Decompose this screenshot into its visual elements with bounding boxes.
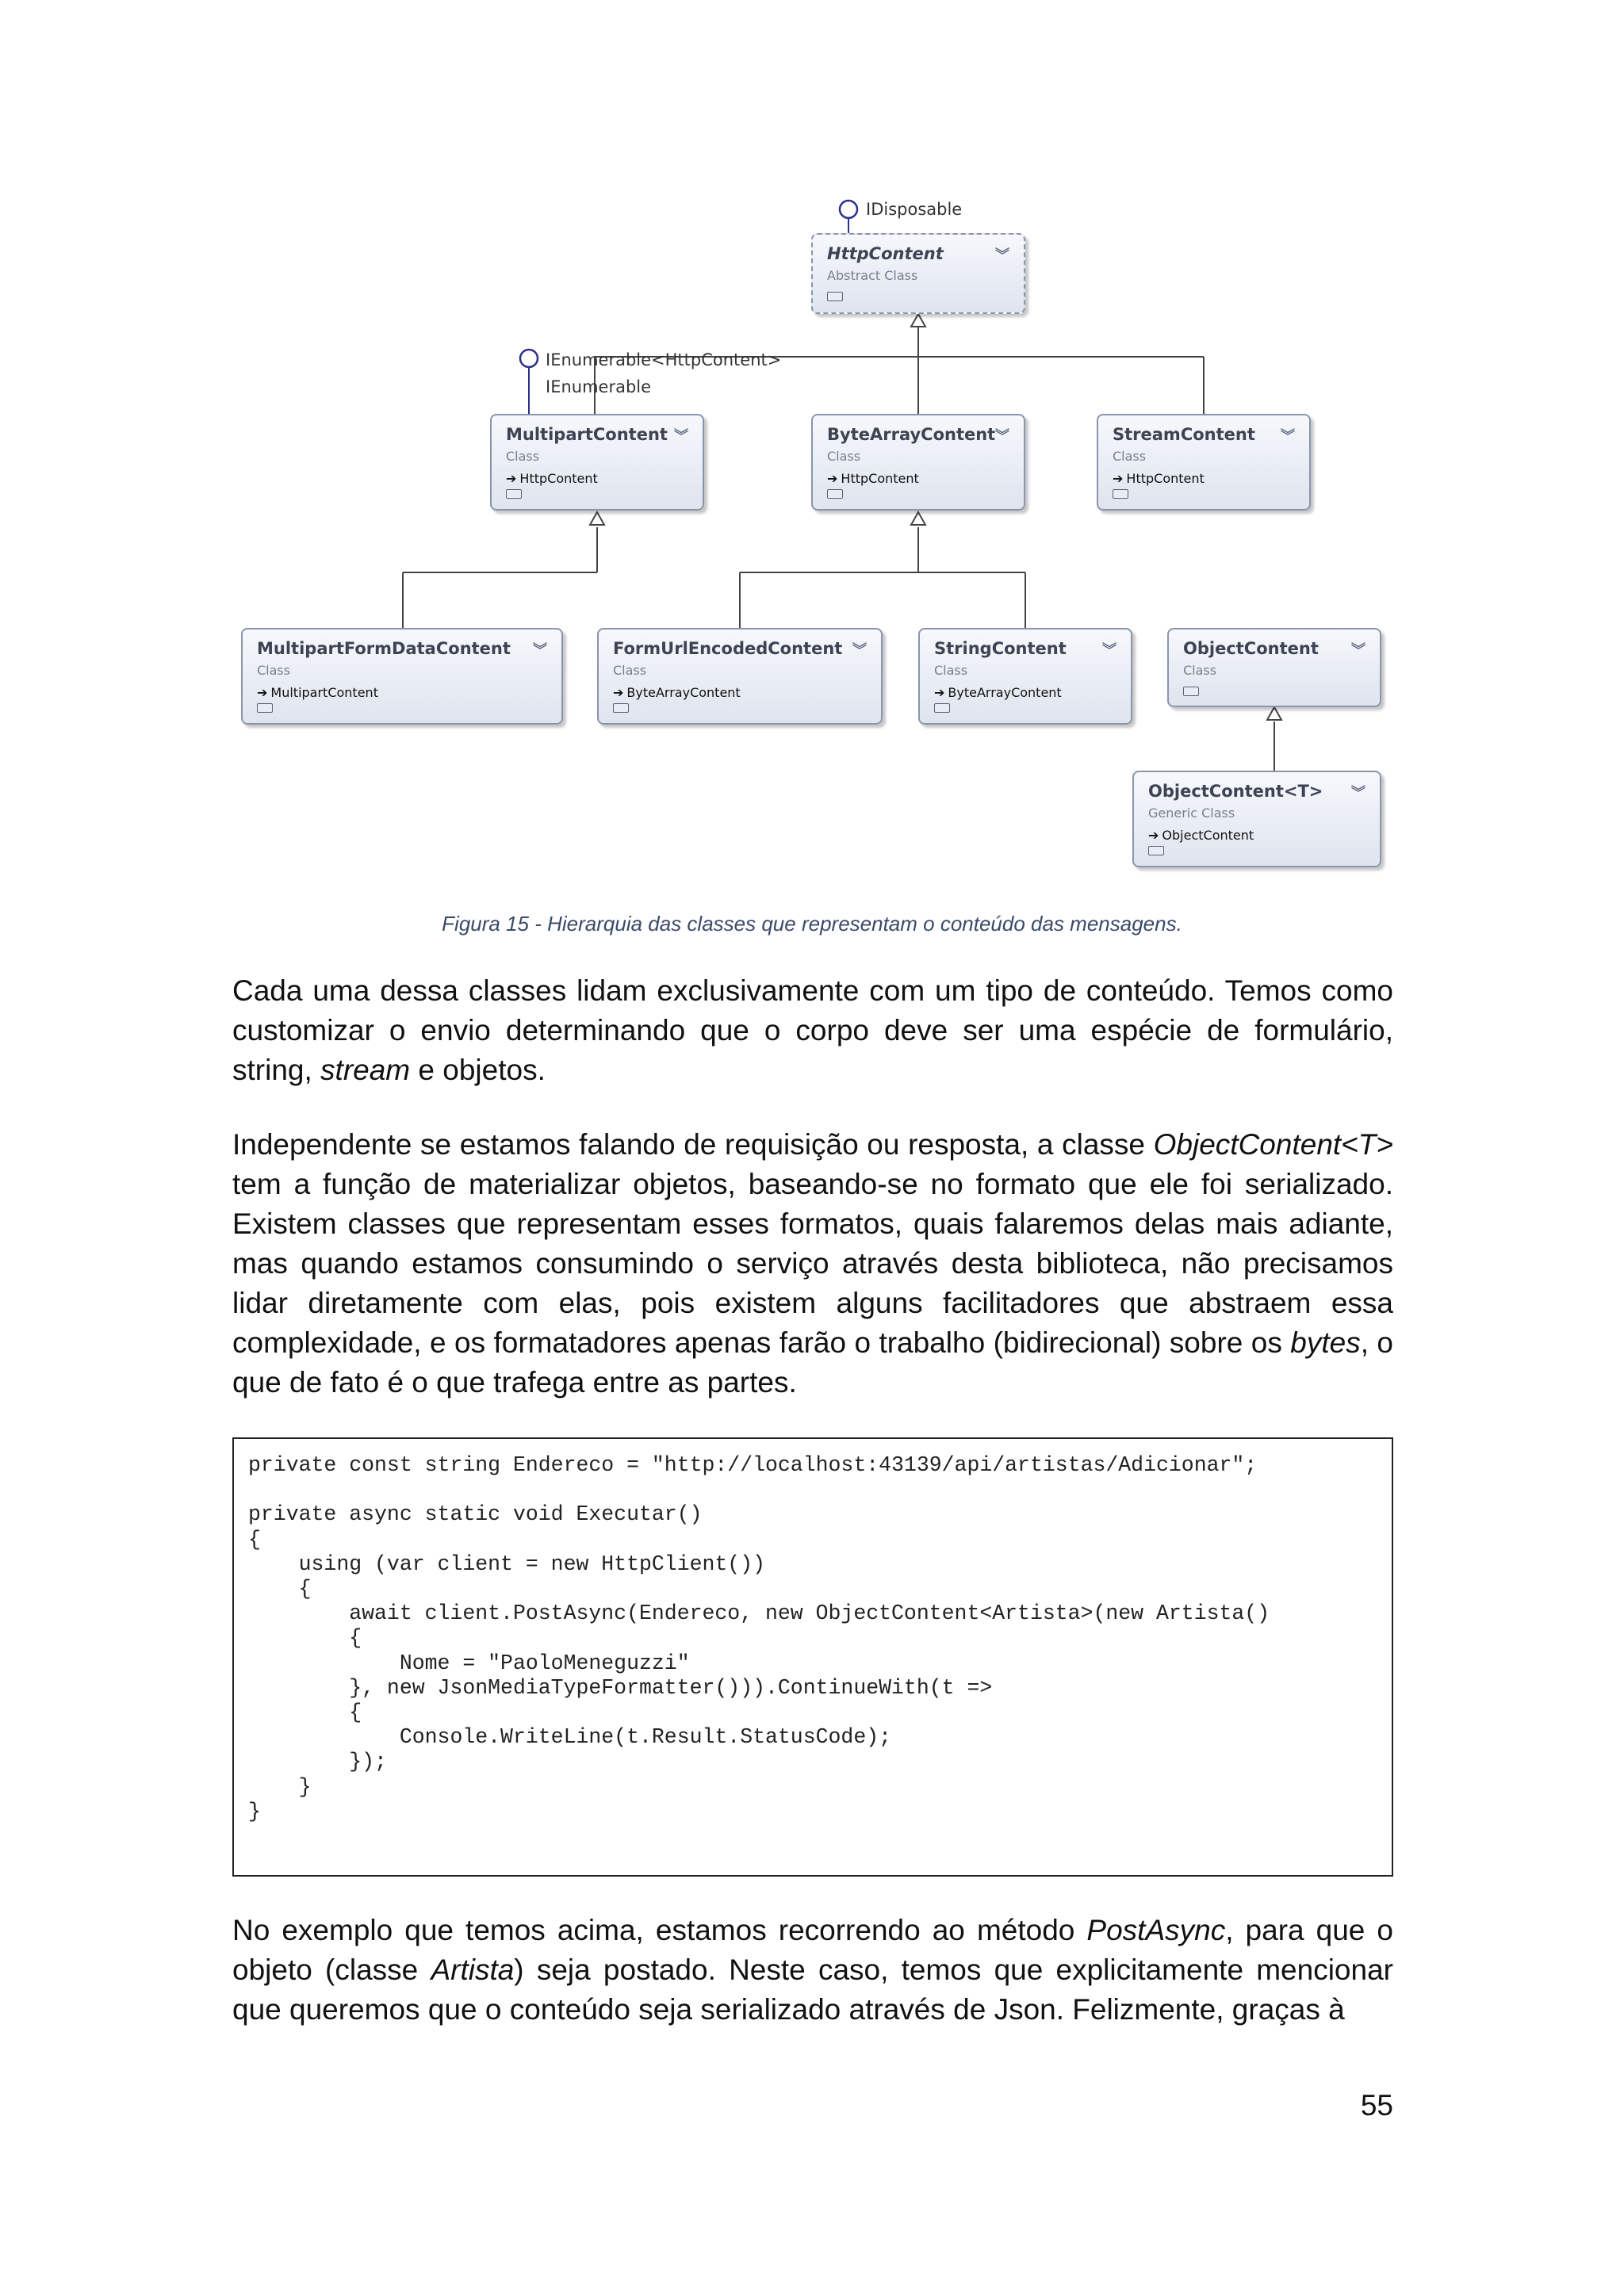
base-class-ref: [827, 471, 919, 486]
expand-toggle-icon[interactable]: [1183, 687, 1199, 696]
inherits-arrow-icon: ➔: [1113, 471, 1124, 486]
base-class-name: ByteArrayContent: [948, 685, 1062, 700]
base-class-name: ByteArrayContent: [626, 685, 741, 700]
inherits-arrow-icon: ➔: [934, 685, 945, 700]
class-box-bytearraycontent[interactable]: [811, 414, 1025, 511]
chevron-down-icon[interactable]: ︾: [1281, 428, 1295, 445]
class-name: ObjectContent: [1183, 639, 1319, 658]
base-class-ref: [1148, 828, 1254, 843]
class-name: ObjectContent<T>: [1148, 782, 1323, 801]
paragraph-text: tem a função de materializar objetos, baseando-se no formato que ele foi serializado. Existem classes que representam esses formatos, quais falaremos delas mais adiante, mas quando estamos consumindo o serviço através desta biblioteca, não precisamos lidar diretamente com elas, pois existem alguns facilitadores que abstraem essa complexidade, e os formatadores apenas farão o trabalho (bidirecional) sobre os: [232, 1168, 1393, 1359]
code-text: private const string Endereco = "http://localhost:43139/api/artistas/Adicionar"; private async static void Executar() { using (var client = new HttpClient()) { await client.PostAsync(Endereco, new ObjectContent<Artista>(new Artista() { Nome = "PaoloMeneguzzi" }, new JsonMediaTypeFormatter())).ContinueWith(t => { Console.WriteLine(t.Result.StatusCode); }); } }: [248, 1453, 1270, 1823]
paragraph-text: Independente se estamos falando de requisição ou resposta, a classe: [232, 1128, 1154, 1161]
paragraph-text: e objetos.: [410, 1054, 546, 1086]
expand-toggle-icon[interactable]: [613, 703, 629, 713]
class-kind: Generic Class: [1148, 806, 1235, 821]
chevron-down-icon[interactable]: ︾: [852, 642, 867, 659]
idisposable-label: IDisposable: [866, 200, 963, 219]
class-kind: Class: [506, 449, 540, 464]
base-class-ref: [934, 685, 1062, 700]
class-hierarchy-diagram: [0, 0, 1624, 888]
class-kind: Class: [613, 663, 647, 678]
class-kind: Class: [1183, 663, 1217, 678]
class-name: StreamContent: [1113, 425, 1255, 444]
paragraph-text: , o que de fato é o que trafega entre as partes.: [232, 1326, 1393, 1399]
base-class-name: ObjectContent: [1162, 828, 1254, 843]
inherits-arrow-icon: ➔: [506, 471, 517, 486]
emphasis-text: stream: [320, 1054, 411, 1086]
class-name: MultipartFormDataContent: [257, 639, 511, 658]
chevron-down-icon[interactable]: ︾: [995, 247, 1009, 264]
class-box-multipartcontent[interactable]: [490, 414, 704, 511]
ienumerable-label: IEnumerable: [546, 377, 652, 396]
figure-caption: Figura 15 - Hierarquia das classes que representam o conteúdo das mensagens.: [442, 912, 1182, 936]
class-kind: Abstract Class: [827, 268, 918, 283]
inherits-arrow-icon: ➔: [1148, 828, 1159, 843]
emphasis-text: bytes: [1290, 1326, 1361, 1359]
inherits-arrow-icon: ➔: [257, 685, 268, 700]
paragraph-3: [232, 1911, 1393, 2030]
class-box-streamcontent[interactable]: [1097, 414, 1311, 511]
chevron-down-icon[interactable]: ︾: [674, 428, 688, 445]
class-box-multipartformdatacontent[interactable]: [241, 628, 563, 725]
base-class-ref: [613, 685, 741, 700]
expand-toggle-icon[interactable]: [1148, 846, 1164, 855]
inherits-arrow-icon: ➔: [827, 471, 838, 486]
base-class-ref: [506, 471, 598, 486]
expand-toggle-icon[interactable]: [827, 489, 843, 499]
expand-toggle-icon[interactable]: [1113, 489, 1128, 499]
class-box-objectcontent[interactable]: [1167, 628, 1381, 707]
base-class-name: HttpContent: [1126, 471, 1205, 486]
paragraph-1: [232, 971, 1393, 1090]
class-name: MultipartContent: [506, 425, 668, 444]
paragraph-text: No exemplo que temos acima, estamos recorrendo ao método: [232, 1914, 1087, 1946]
class-kind: Class: [1113, 449, 1147, 464]
expand-toggle-icon[interactable]: [827, 292, 843, 301]
class-kind: Class: [827, 449, 861, 464]
code-listing: [232, 1437, 1393, 1877]
class-kind: Class: [257, 663, 291, 678]
paragraph-text: , para que o objeto (classe: [232, 1914, 1393, 1986]
base-class-name: MultipartContent: [270, 685, 378, 700]
class-box-formurlencodedcontent[interactable]: [597, 628, 883, 725]
chevron-down-icon[interactable]: ︾: [1351, 785, 1365, 802]
chevron-down-icon[interactable]: ︾: [995, 428, 1009, 445]
class-name: StringContent: [934, 639, 1067, 658]
emphasis-text: ObjectContent<T>: [1153, 1128, 1393, 1161]
expand-toggle-icon[interactable]: [257, 703, 273, 713]
class-box-objectcontent-t[interactable]: [1132, 771, 1381, 867]
class-kind: Class: [934, 663, 968, 678]
page-number: 55: [1360, 2089, 1393, 2122]
base-class-name: HttpContent: [519, 471, 598, 486]
class-name: HttpContent: [827, 244, 944, 263]
inherits-arrow-icon: ➔: [613, 685, 624, 700]
paragraph-text: ) seja postado. Neste caso, temos que explicitamente mencionar que queremos que o conteúdo seja serializado através de Json. Felizmente, graças à: [232, 1954, 1393, 2026]
base-class-ref: [257, 685, 378, 700]
emphasis-text: Artista: [431, 1954, 515, 1986]
class-box-httpcontent[interactable]: [811, 233, 1025, 314]
chevron-down-icon[interactable]: ︾: [1351, 642, 1365, 659]
class-name: FormUrlEncodedContent: [613, 639, 843, 658]
base-class-name: HttpContent: [841, 471, 919, 486]
expand-toggle-icon[interactable]: [934, 703, 950, 713]
emphasis-text: PostAsync: [1086, 1914, 1226, 1946]
class-name: ByteArrayContent: [827, 425, 996, 444]
paragraph-2: [232, 1125, 1393, 1402]
paragraph-text: Cada uma dessa classes lidam exclusivamente com um tipo de conteúdo. Temos como customizar o envio determinando que o corpo deve ser uma espécie de formulário, string,: [232, 974, 1393, 1086]
chevron-down-icon[interactable]: ︾: [533, 642, 547, 659]
base-class-ref: [1113, 471, 1205, 486]
class-box-stringcontent[interactable]: [918, 628, 1132, 725]
ienumerable-generic-label: IEnumerable<HttpContent>: [546, 350, 782, 369]
chevron-down-icon[interactable]: ︾: [1102, 642, 1116, 659]
expand-toggle-icon[interactable]: [506, 489, 522, 499]
